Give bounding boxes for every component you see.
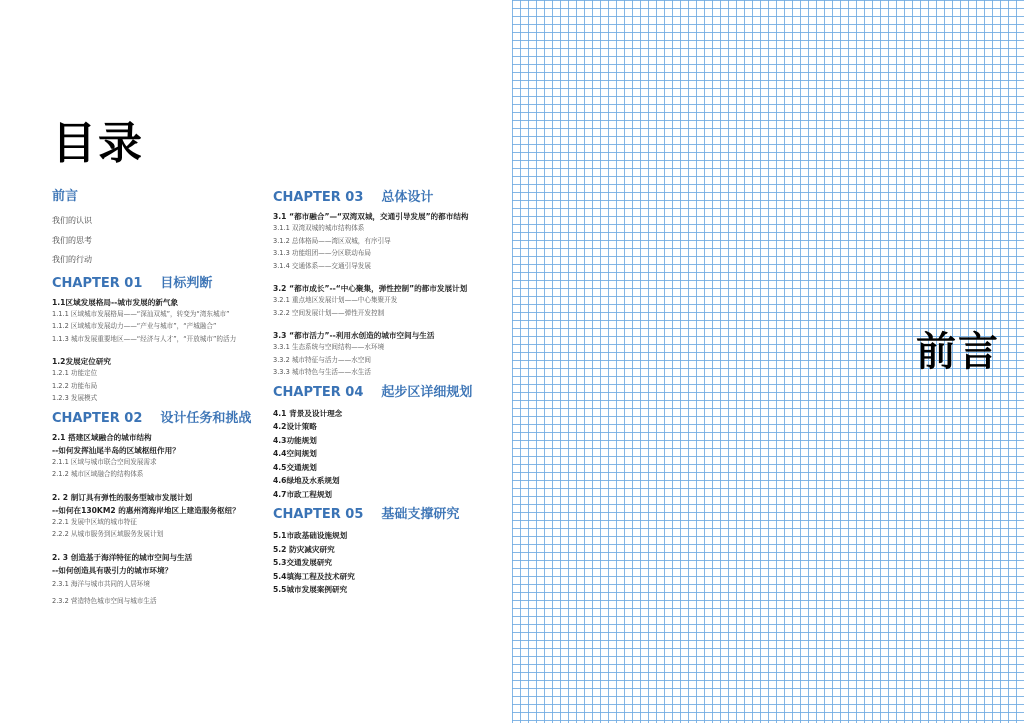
toc-section-question: --如何发挥汕尾半岛的区域枢纽作用？ (52, 445, 180, 455)
toc-item[interactable]: 1.2.1 功能定位 (52, 369, 98, 377)
toc-item[interactable]: 1.1.3 城市发展重要地区——“经济与人才”，“开放城市”的活力 (52, 334, 237, 343)
toc-item[interactable]: 3.1.2 总体格局——湾区双城，有序引导 (273, 236, 391, 245)
toc-section[interactable]: 3.2 “都市成长”--“中心聚集，弹性控制”的都市发展计划 (273, 284, 468, 293)
chapter-title: 总体设计 (381, 190, 434, 205)
toc-item[interactable]: 3.3.3 城市特色与生活——水生活 (273, 368, 371, 376)
toc-section-question: --如何创造具有吸引力的城市环境？ (52, 565, 173, 575)
toc-item[interactable]: 2.2.1 发展中区域的城市特征 (52, 517, 137, 526)
toc-item[interactable]: 1.2.3 发展模式 (52, 394, 98, 402)
chapter-title: 目标判断 (160, 275, 213, 291)
toc-item[interactable]: 3.3.2 城市特征与活力——水空间 (273, 355, 371, 364)
contents-title: 目录 (52, 118, 144, 169)
toc-item[interactable]: 我们的认识 (52, 216, 92, 225)
toc-item[interactable]: 1.2.2 功能布局 (52, 381, 98, 390)
chapter-title: 设计任务和挑战 (160, 410, 252, 426)
toc-section[interactable]: 4.6绿地及水系规划 (273, 476, 340, 485)
toc-section[interactable]: 3.3 “都市活力”--利用水创造的城市空间与生活 (273, 331, 435, 340)
toc-item[interactable]: 2.1.2 城市区域融合的结构体系 (52, 470, 144, 478)
toc-item[interactable]: 2.3.2 营造特色城市空间与城市生活 (52, 596, 157, 605)
toc-item[interactable]: 3.1.4 交通体系——交通引导发展 (273, 261, 371, 270)
toc-section[interactable]: 2. 3 创造基于海洋特征的城市空间与生活 (52, 552, 193, 562)
toc-section[interactable]: 5.1市政基础设施规划 (273, 531, 348, 540)
chapter-04-heading[interactable] (273, 385, 503, 401)
chapter-number: CHAPTER 02 (52, 410, 143, 426)
toc-item[interactable]: 3.2.2 空间发展计划——弹性开发控制 (273, 308, 385, 317)
toc-section[interactable]: 3.1 “都市融合”—“双湾双城，交通引导发展”的都市结构 (273, 212, 469, 221)
toc-section[interactable]: 2. 2 制订具有弹性的服务型城市发展计划 (52, 492, 193, 502)
preface-heading-text: 前言 (52, 189, 79, 204)
chapter-03-heading[interactable] (273, 190, 503, 206)
chapter-number: CHAPTER 05 (273, 507, 364, 522)
preface-heading[interactable] (52, 189, 267, 205)
toc-section[interactable]: 4.2设计策略 (273, 422, 317, 431)
toc-item[interactable]: 3.2.1 重点地区发展计划——中心集聚开发 (273, 296, 398, 304)
chapter-title: 基础支撑研究 (381, 507, 460, 522)
preface-title: 前言 (916, 328, 1000, 375)
toc-section[interactable]: 5.5城市发展案例研究 (273, 585, 348, 594)
chapter-number: CHAPTER 01 (52, 275, 143, 291)
toc-item[interactable]: 1.1.1 区域城市发展格局——“深汕双城”，转变为“湾东城市” (52, 309, 230, 318)
toc-item[interactable]: 2.3.1 海洋与城市共同的人居环境 (52, 579, 150, 588)
chapter-01-heading[interactable] (52, 276, 267, 292)
toc-left-column (52, 189, 267, 610)
toc-section[interactable]: 4.5交通规划 (273, 462, 317, 472)
toc-item[interactable]: 3.1.1 双湾双城的城市结构体系 (273, 224, 365, 232)
toc-section[interactable]: 4.1 背景及设计理念 (273, 408, 343, 418)
chapter-02-heading[interactable] (52, 411, 267, 427)
toc-item[interactable]: 我们的思考 (52, 235, 92, 245)
toc-section[interactable]: 1.1区域发展格局--城市发展的新气象 (52, 297, 179, 307)
toc-item[interactable]: 我们的行动 (52, 255, 92, 264)
toc-section-question: --如何在130KM2 的惠州湾海岸地区上建造服务枢纽？ (52, 505, 240, 515)
toc-item[interactable]: 2.2.2 从城市服务到区域服务发展计划 (52, 530, 164, 538)
toc-item[interactable]: 3.3.1 生态系统与空间结构——水环境 (273, 343, 385, 351)
toc-section[interactable]: 5.2 防灾减灾研究 (273, 544, 335, 554)
toc-section[interactable]: 2.1 搭建区域融合的城市结构 (52, 432, 152, 442)
toc-right-column (273, 190, 503, 597)
chapter-title: 起步区详细规划 (381, 384, 473, 400)
toc-section[interactable]: 5.3交通发展研究 (273, 558, 333, 567)
toc-section[interactable]: 4.7市政工程规划 (273, 489, 333, 499)
chapter-number: CHAPTER 03 (273, 190, 364, 205)
toc-section[interactable]: 4.4空间规划 (273, 449, 317, 458)
toc-section[interactable]: 1.2发展定位研究 (52, 357, 112, 366)
toc-item[interactable]: 1.1.2 区域城市发展动力——“产业与城市”，“产城融合” (52, 322, 217, 330)
toc-item[interactable]: 2.1.1 区域与城市联合空间发展需求 (52, 457, 157, 466)
chapter-number: CHAPTER 04 (273, 384, 364, 400)
toc-section[interactable]: 4.3功能规划 (273, 435, 317, 445)
toc-section[interactable]: 5.4填海工程及技术研究 (273, 571, 355, 581)
chapter-05-heading[interactable] (273, 507, 503, 523)
toc-item[interactable]: 3.1.3 功能组团——分区联动布局 (273, 249, 371, 257)
